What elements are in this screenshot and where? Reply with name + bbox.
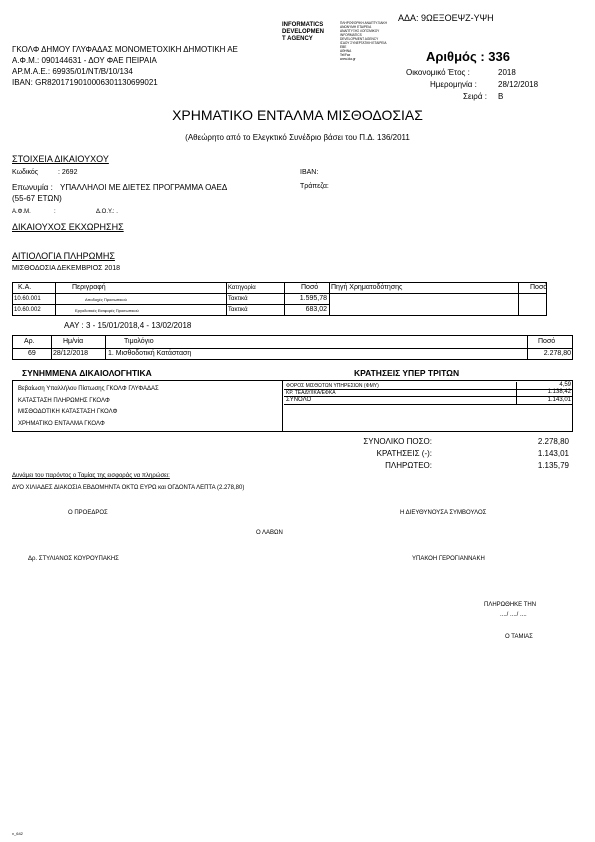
logo-fine-line: ΑΝΩΝΥΜΗ ΕΤΑΙΡΕΙΑ (340, 25, 372, 29)
invoice-header-rule (12, 348, 573, 349)
logo-fine-line: Tel/Fax (340, 53, 351, 57)
issuer-block (12, 44, 238, 88)
invoice-header-no: Αρ. (24, 338, 35, 345)
accounts-header-rule (12, 293, 547, 294)
treasurer-title: Ο ΤΑΜΙΑΣ (505, 634, 533, 640)
amount-in-words: ΔΥΟ ΧΙΛΙΑΔΕΣ ΔΙΑΚΟΣΙΑ ΕΒΔΟΜΗΝΤΑ ΟΚΤΩ ΕΥΡΩ και ΟΓΔΟΝΤΑ ΛΕΠΤΑ (2.278,80) (12, 485, 245, 491)
logo-fine-line: www.ida.gr (340, 57, 356, 61)
series-label: Σειρά : (463, 92, 487, 101)
issuer-name: ΓΚΟΛΦ ΔΗΜΟΥ ΓΛΥΦΑΔΑΣ ΜΟΝΟΜΕΤΟΧΙΚΗ ΔΗΜΟΤΙΚΗ ΑΕ (12, 45, 238, 54)
director-name: ΥΠΑΚΟΗ ΓΕΡΟΓΙΑΝΝΑΚΗ (412, 556, 485, 562)
withholding-total-label: ΚΡΑΤΗΣΕΙΣ (-): (376, 449, 432, 458)
accounts-row-rule (12, 304, 329, 305)
attachment-item: ΜΙΣΘΟΔΟΤΙΚΗ ΚΑΤΑΣΤΑΣΗ ΓΚΟΛΦ (18, 409, 118, 415)
col-rule (329, 282, 330, 316)
withholding-label: ΣΥΝΟΛΟ (286, 397, 312, 403)
logo-fine-line: DEVELOPMENT AGENCY (340, 37, 379, 41)
logo-line-1: INFORMATICS (282, 22, 324, 28)
issuer-arme: ΑΡ.Μ.Α.Ε.: 69935/01/ΝΤ/Β/10/134 (12, 67, 133, 76)
logo-fine-line: ΕΒΕ (340, 45, 347, 49)
treasurer-note: Δυνάμει του παρόντος ο Ταμίας της εισφοράς να πληρώσει: (12, 473, 170, 479)
fiscal-year-label: Οικονομικό Έτος : (406, 68, 470, 77)
logo-fine-line: INFORMATICS (340, 33, 362, 37)
accounts-header-desc: Περιγραφή (72, 284, 106, 291)
payable-value: 1.135,79 (537, 461, 569, 470)
series-value: Β (498, 92, 504, 101)
president-title: Ο ΠΡΟΕΔΡΟΣ (68, 510, 108, 516)
col-rule (282, 380, 283, 432)
withholding-total-value: 1.143,01 (537, 449, 569, 458)
document-subtitle: (Αθεώρητο από το Ελεγκτικό Συνέδριο βάσει του Π.Δ. 136/2011 (185, 133, 410, 142)
issuer-iban: IBAN: GR8201719010006301130699021 (12, 78, 158, 87)
invoice-header-invoice: Τιμολόγιο (124, 338, 154, 345)
accounts-row-cat: Τακτικά (228, 296, 248, 302)
withholding-label: ΦΟΡΟΣ ΜΙΣΘΩΤΩΝ ΥΠΗΡΕΣΙΩΝ (ΦΜΥ) (286, 383, 379, 389)
invoice-row-no: 69 (28, 350, 36, 357)
accounts-row-desc: Αποδοχές Προσωπικού (85, 297, 127, 302)
accounts-header-amount: Ποσό (301, 284, 319, 291)
withholding-value: 4,59 (559, 382, 571, 388)
withholding-rule (284, 404, 573, 405)
payment-reason-text: ΜΙΣΘΟΔΟΣΙΑ ΔΕΚΕΜΒΡΙΟΣ 2018 (12, 265, 121, 272)
beneficiary-heading: ΣΤΟΙΧΕΙΑ ΔΙΚΑΙΟΥΧΟΥ (12, 154, 109, 164)
accounts-row-amount: 683,02 (305, 306, 327, 313)
accounts-row-ka: 10.60.002 (14, 307, 41, 313)
paid-date: ..../ ..../ .... (500, 612, 527, 618)
accounts-row-ka: 10.60.001 (14, 296, 41, 302)
invoice-row-amount: 2.278,80 (543, 350, 571, 357)
col-rule (55, 282, 56, 316)
invoice-header-date: Ημ/νία (63, 338, 84, 345)
col-rule (226, 282, 227, 316)
withholding-value: 1.138,42 (547, 389, 571, 395)
beneficiary-name-label: Επωνυμία : (12, 183, 53, 192)
withholdings-heading: ΚΡΑΤΗΣΕΙΣ ΥΠΕΡ ΤΡΙΤΩΝ (354, 368, 460, 378)
accounts-header-source: Πηγή Χρηματοδότησης (331, 284, 403, 291)
accounts-header-ka: Κ.Α. (18, 284, 32, 291)
payment-reason-heading: ΑΙΤΙΟΛΟΓΙΑ ΠΛΗΡΩΜΗΣ (12, 251, 115, 261)
withholding-label: ΚΡ. ΤΕΑΔΥ/ΙΚΑ/ΕΦΚΑ (286, 390, 336, 396)
assignee-heading: ΔΙΚΑΙΟΥΧΟΣ ΕΚΧΩΡΗΣΗΣ (12, 222, 124, 232)
document-title: ΧΡΗΜΑΤΙΚΟ ΕΝΤΑΛΜΑ ΜΙΣΘΟΔΟΣΙΑΣ (172, 107, 423, 123)
footer-code: v_642 (12, 831, 23, 836)
doc-number: Αριθμός : 336 (426, 49, 510, 64)
date-label: Ημερομηνία : (430, 80, 477, 89)
receiver-title: Ο ΛΑΒΩΝ (256, 530, 283, 536)
attachment-item: ΧΡΗΜΑΤΙΚΟ ΕΝΤΑΛΜΑ ΓΚΟΛΦ (18, 420, 105, 427)
logo-fine-line: ΑΘΗΝΑ (340, 49, 352, 53)
beneficiary-afm-label: Α.Φ.Μ. (12, 209, 31, 215)
invoice-header-amount: Ποσό (538, 338, 556, 345)
total-label: ΣΥΝΟΛΙΚΟ ΠΟΣΟ: (363, 437, 432, 446)
payable-label: ΠΛΗΡΩΤΕΟ: (385, 461, 432, 470)
logo-fine-line: ΠΛΗΡΟΦΟΡΙΚΗ ΑΝΑΠΤΥΞΙΑΚΗ (340, 21, 387, 25)
beneficiary-afm: : (54, 209, 56, 215)
logo-fine-print (340, 21, 387, 61)
invoice-row-date: 28/12/2018 (53, 350, 89, 357)
col-rule (518, 282, 519, 316)
accounts-row-desc: Εργοδοτικές Εισφορές Προσωπικού (75, 308, 139, 313)
total-value: 2.278,80 (537, 437, 569, 446)
attachment-item: Βεβαίωση Υπαλλήλου Πίστωσης ΓΚΟΛΦ ΓΛΥΦΑΔΑΣ (18, 386, 159, 392)
accounts-row-cat: Τακτικά (228, 307, 248, 313)
logo-line-2: DEVELOPMEN (282, 29, 325, 35)
col-rule (105, 335, 106, 360)
invoice-row-invoice: 1. Μισθοδοτική Κατάσταση (108, 350, 192, 357)
beneficiary-code: : 2692 (58, 169, 78, 176)
aay-text: ΑΑΥ : 3 - 15/01/2018,4 - 13/02/2018 (64, 321, 192, 330)
attachment-item: ΚΑΤΑΣΤΑΣΗ ΠΛΗΡΩΜΗΣ ΓΚΟΛΦ (18, 397, 110, 404)
col-rule (51, 335, 52, 360)
withholding-value: 1.143,01 (547, 397, 571, 403)
logo-fine-line: ΙΣΑΟΥ ΣΥΝΕΡΓΑΤΙΚΗ ΕΤΑΙΡΕΙΑ (340, 41, 387, 45)
fiscal-year-value: 2018 (498, 68, 516, 77)
director-title: Η ΔΙΕΥΘΥΝΟΥΣΑ ΣΥΜΒΟΥΛΟΣ (400, 510, 487, 516)
date-value: 28/12/2018 (498, 80, 539, 89)
logo-line-3: T AGENCY (282, 36, 313, 42)
attachments-heading: ΣΥΝΗΜΜΕΝΑ ΔΙΚΑΙΟΛΟΓΗΤΙΚΑ (22, 368, 152, 378)
beneficiary-doy-label: Δ.Ο.Υ.: . (96, 209, 118, 215)
accounts-row-amount: 1.595,78 (299, 295, 327, 302)
ada-code: ΑΔΑ: 9ΩΕΞΟΕΨΖ-ΥΨΗ (398, 13, 494, 23)
beneficiary-code-label: Κωδικός (12, 169, 39, 176)
paid-label: ΠΛΗΡΩΘΗΚΕ ΤΗΝ (484, 602, 537, 608)
accounts-header-cat: Κατηγορία (228, 285, 256, 291)
agency-logo (282, 22, 324, 43)
logo-fine-line: ΑΝΑΠΤΥΞΗΣ ΛΟΓΙΣΜΙΚΟΥ (340, 29, 380, 33)
attachments-list (18, 384, 159, 430)
beneficiary-name: ΥΠΑΛΛΗΛΟΙ ΜΕ ΔΙΕΤΕΣ ΠΡΟΓΡΑΜΜΑ ΟΑΕΔ (60, 183, 228, 192)
beneficiary-name-line2: (55-67 ΕΤΩΝ) (12, 194, 62, 203)
issuer-afm: Α.Φ.Μ.: 090144631 - ΔΟΥ ΦΑΕ ΠΕΙΡΑΙΑ (12, 56, 157, 65)
accounts-header-source-amount: Ποσό (530, 284, 548, 291)
president-name: Δρ. ΣΤΥΛΙΑΝΟΣ ΚΟΥΡΟΥΠΑΚΗΣ (28, 556, 119, 562)
beneficiary-iban-label: IBAN: (300, 169, 319, 176)
beneficiary-bank-label: Τράπεζα: (300, 183, 329, 190)
